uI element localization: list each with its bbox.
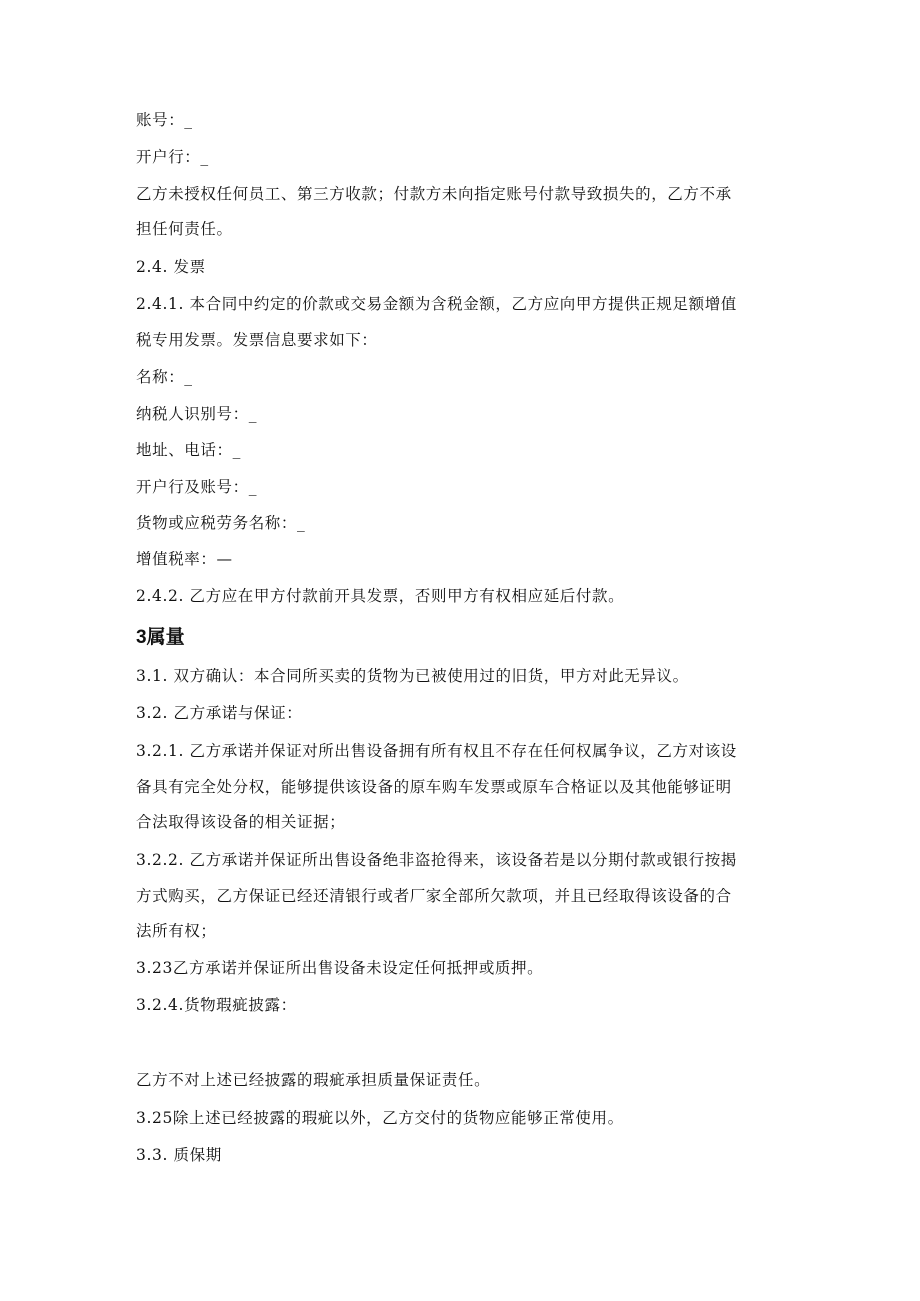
clause-3-2-2-line-1: 3.2.2. 乙方承诺并保证所出售设备绝非盗抢得来，该设备若是以分期付款或银行按揭 <box>136 851 737 869</box>
clause-3-2-1-line-3: 合法取得该设备的相关证据； <box>136 813 346 831</box>
payment-clause-line-1: 乙方未授权任何员工、第三方收款；付款方未向指定账号付款导致损失的，乙方不承 <box>136 185 732 203</box>
section-heading-3: 3属量 <box>136 627 185 648</box>
vat-rate-line: 增值税率：— <box>136 550 233 568</box>
clause-3-2-1-line-1: 3.2.1. 乙方承诺并保证对所出售设备拥有所有权且不存在任何权属争议，乙方对该设 <box>136 742 737 760</box>
clause-3-2-4-line: 3.2.4.货物瑕疵披露： <box>136 996 297 1014</box>
defect-disclaimer-line: 乙方不对上述已经披露的瑕疵承担质量保证责任。 <box>136 1071 491 1089</box>
clause-2-4-1-line-2: 税专用发票。发票信息要求如下： <box>136 331 378 349</box>
clause-3-2-1-line-2: 备具有完全处分权，能够提供该设备的原车购车发票或原车合格证以及其他能够证明 <box>136 778 732 796</box>
clause-2-4-1-line-1: 2.4.1. 本合同中约定的价款或交易金额为含税金额，乙方应向甲方提供正规足额增值 <box>136 295 737 313</box>
section-heading-invoice: 2.4. 发票 <box>136 258 206 276</box>
clause-3-2-3-line: 3.23乙方承诺并保证所出售设备未设定任何抵押或质押。 <box>136 959 544 977</box>
clause-3-1-line: 3.1. 双方确认：本合同所买卖的货物为已被使用过的旧货，甲方对此无异议。 <box>136 667 689 685</box>
clause-3-2-5-line: 3.25除上述已经披露的瑕疵以外，乙方交付的货物应能够正常使用。 <box>136 1109 624 1127</box>
invoice-name-line: 名称：_ <box>136 368 193 386</box>
bank-account-line: 开户行及账号：_ <box>136 478 258 496</box>
goods-name-line: 货物或应税劳务名称：_ <box>136 514 306 532</box>
payment-clause-line-2: 担任何责任。 <box>136 220 233 238</box>
address-phone-line: 地址、电话：_ <box>136 441 241 459</box>
bank-line: 开户行：_ <box>136 148 209 166</box>
clause-2-4-2-line: 2.4.2. 乙方应在甲方付款前开具发票，否则甲方有权相应延后付款。 <box>136 587 625 605</box>
clause-3-2-2-line-3: 法所有权； <box>136 922 217 940</box>
clause-3-3-line: 3.3. 质保期 <box>136 1146 222 1164</box>
clause-3-2-line: 3.2. 乙方承诺与保证： <box>136 704 303 722</box>
account-number-line: 账号：_ <box>136 111 193 129</box>
clause-3-2-2-line-2: 方式购买，乙方保证已经还清银行或者厂家全部所欠款项，并且已经取得该设备的合 <box>136 887 732 905</box>
taxpayer-id-line: 纳税人识别号：_ <box>136 405 258 423</box>
